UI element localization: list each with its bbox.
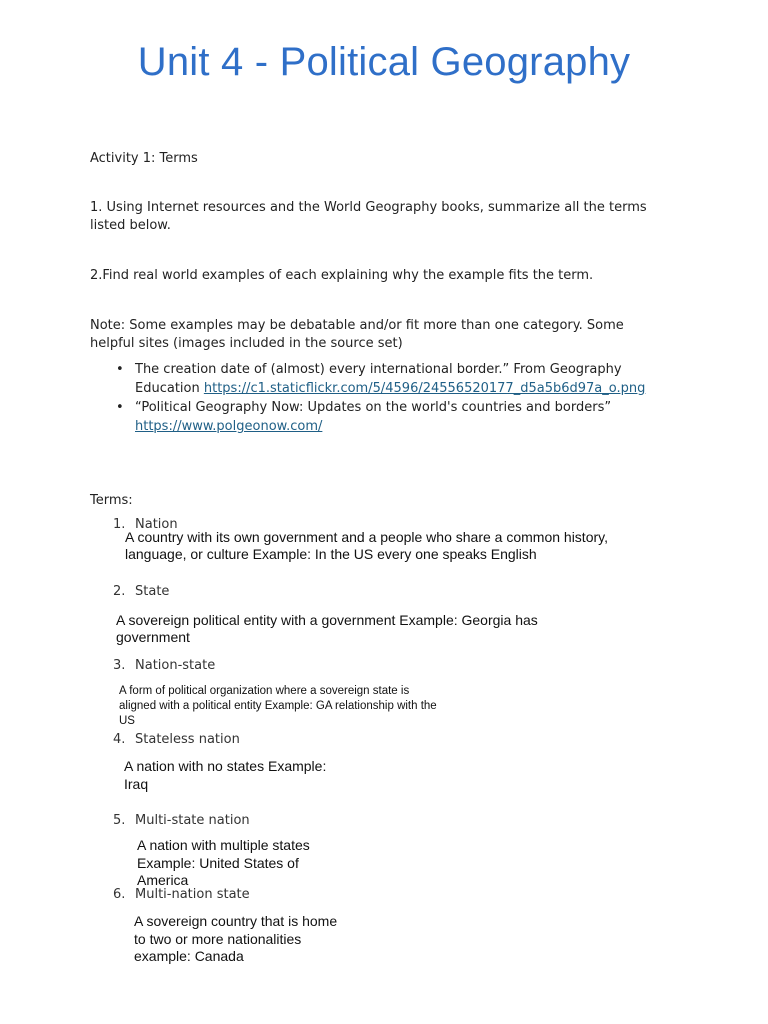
answer-state: A sovereign political entity with a government Example: Georgia has government	[116, 612, 538, 645]
page-title: Unit 4 - Political Geography	[137, 40, 631, 84]
term-stateless-nation: 4. Stateless nation	[113, 732, 240, 747]
note-paragraph: Note: Some examples may be debatable and/or fit more than one category. Some helpful sites (images included in the source set)	[90, 318, 624, 351]
bullet-icon: •	[116, 362, 124, 377]
source-link[interactable]: https://www.polgeonow.com/	[135, 419, 323, 434]
term-nation-state: 3. Nation-state	[113, 658, 216, 673]
answer-multi-nation-state: A sovereign country that is home to two or more nationalities example: Canada	[134, 913, 338, 964]
term-label: Multi-nation state	[135, 887, 250, 902]
term-multi-state-nation: 5. Multi-state nation	[113, 813, 250, 828]
list-item	[113, 360, 673, 398]
terms-heading: Terms:	[90, 493, 133, 508]
bullet-text: “Political Geography Now: Updates on the world's countries and borders”	[135, 400, 612, 415]
list-item	[113, 398, 673, 436]
source-link[interactable]: https://c1.staticflickr.com/5/4596/24556520177_d5a5b6d97a_o.png	[203, 381, 646, 396]
answer-nation: A country with its own government and a people who share a common history, language, or culture Example: In the US every one speaks English	[125, 529, 608, 562]
term-state: 2. State	[113, 584, 170, 599]
term-multi-nation-state: 6. Multi-nation state	[113, 887, 250, 902]
term-label: Nation-state	[135, 658, 216, 673]
instruction-1: 1. Using Internet resources and the World Geography books, summarize all the terms listed below.	[90, 200, 647, 233]
bullet-text: The creation date of (almost) every international border.” From Geography Education	[135, 362, 622, 396]
term-label: Stateless nation	[135, 732, 240, 747]
instruction-2: 2.Find real world examples of each explaining why the example fits the term.	[90, 268, 594, 283]
answer-multi-state-nation: A nation with multiple states Example: United States of America	[137, 837, 310, 888]
term-label: Nation	[135, 517, 178, 532]
term-nation: 1. Nation	[113, 517, 178, 532]
term-label: Multi-state nation	[135, 813, 250, 828]
helpful-sites-list	[113, 360, 673, 436]
bullet-icon: •	[116, 400, 124, 415]
activity-heading: Activity 1: Terms	[90, 151, 198, 166]
answer-stateless-nation: A nation with no states Example: Iraq	[124, 758, 327, 792]
answer-nation-state: A form of political organization where a sovereign state is aligned with a political entity Example: GA relationship with the US	[119, 685, 437, 727]
term-label: State	[135, 584, 170, 599]
